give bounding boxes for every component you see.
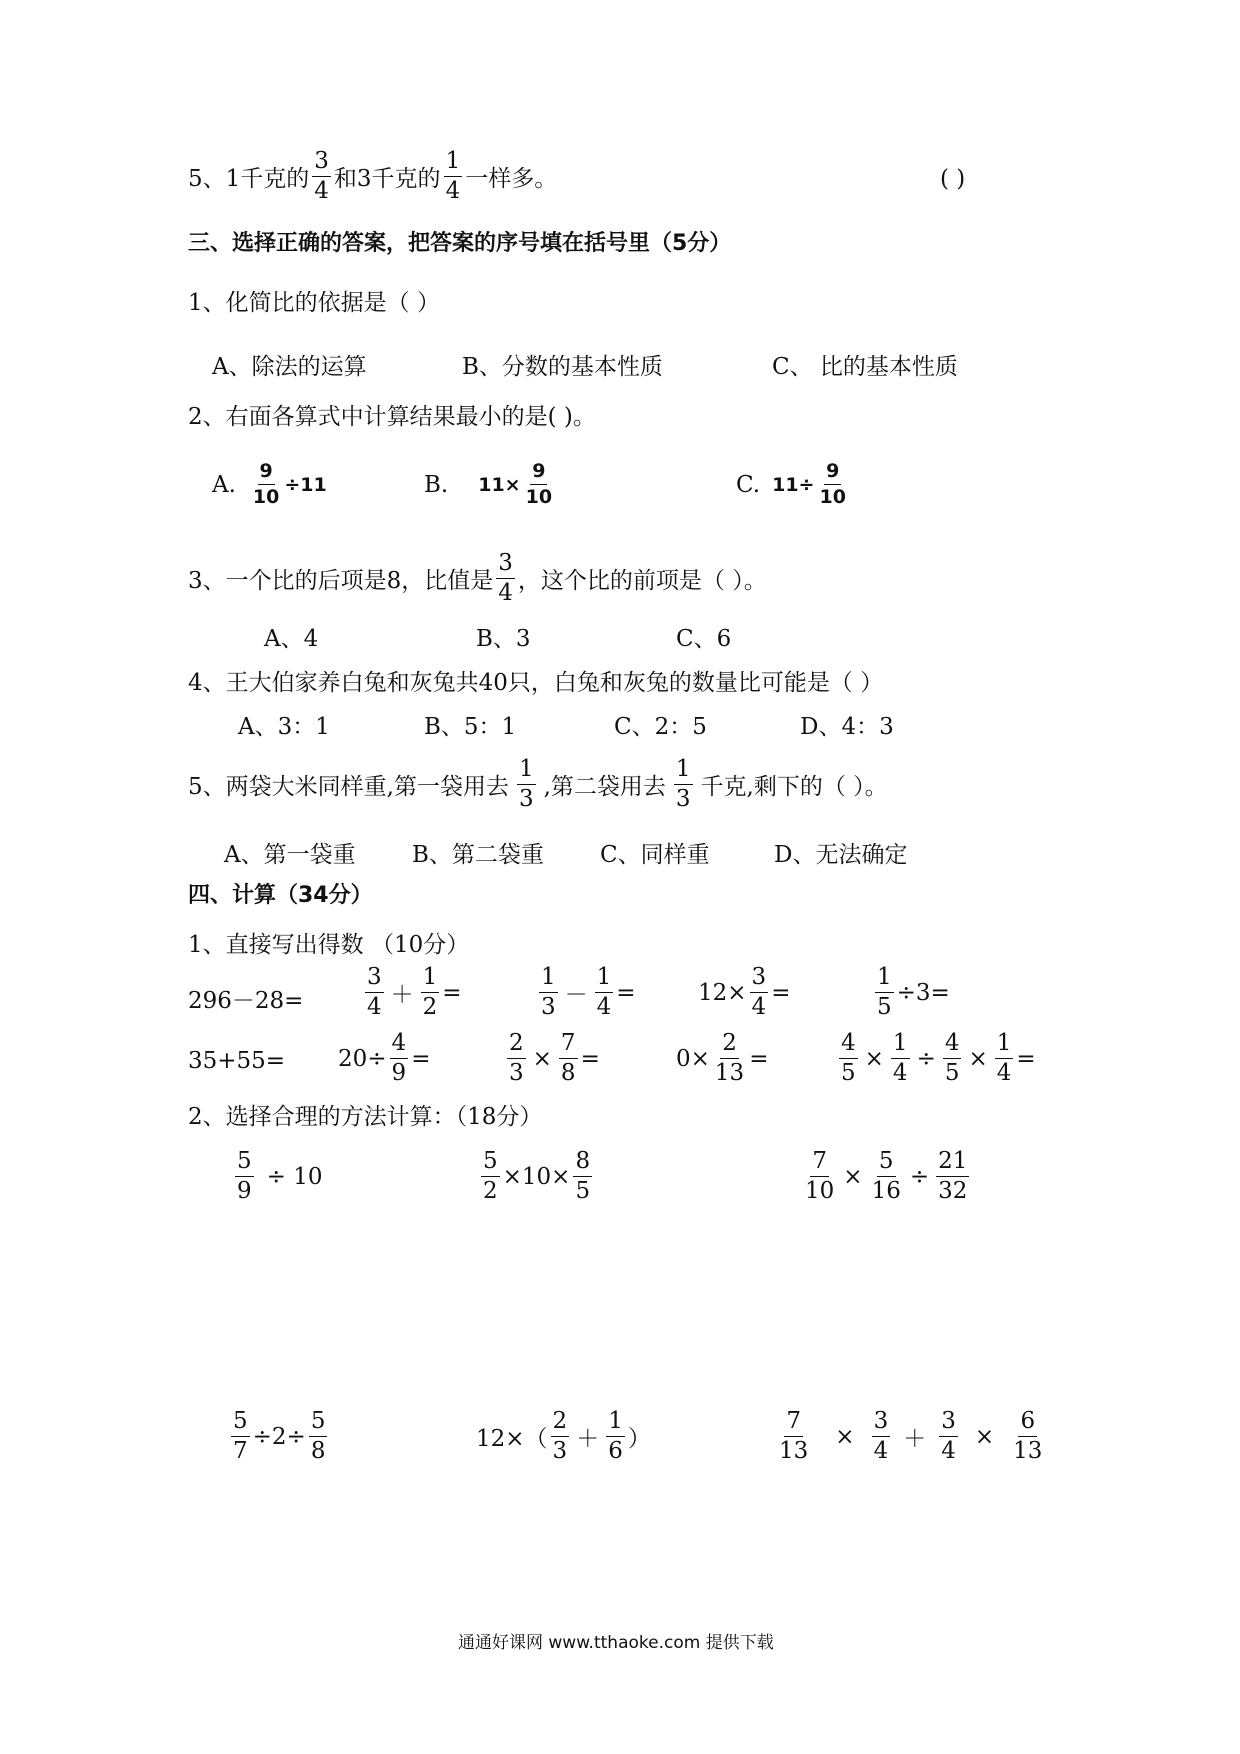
operator: × bbox=[843, 1163, 863, 1190]
fraction: $\frac{4}{9}$ bbox=[391, 1030, 407, 1086]
compute-item bbox=[774, 1410, 1047, 1463]
option-expr bbox=[478, 462, 557, 507]
fraction: $\frac{1}{3}$ bbox=[541, 964, 556, 1020]
compute-item bbox=[800, 1150, 972, 1203]
equals: = bbox=[616, 979, 636, 1006]
equals: = bbox=[771, 979, 791, 1006]
fraction: $\frac{9}{10}$ bbox=[525, 460, 553, 508]
s3q5-option-d: D、无法确定 bbox=[774, 842, 908, 868]
fraction: $\frac{3}{4}$ bbox=[367, 964, 382, 1020]
expr-text: ÷ 10 bbox=[266, 1163, 323, 1190]
operator: ＋ bbox=[903, 1426, 927, 1452]
s3q4-option-b: B、5：1 bbox=[424, 714, 517, 740]
q-text: 和3千克的 bbox=[333, 166, 441, 192]
s3q4-option-d: D、4：3 bbox=[800, 714, 894, 740]
operator: ÷ bbox=[916, 1045, 936, 1072]
expr-text: 11÷ bbox=[772, 473, 815, 496]
fraction: $\frac{4}{5}$ bbox=[944, 1030, 960, 1086]
fraction: $\frac{2}{3}$ bbox=[509, 1030, 524, 1086]
fraction: $\frac{1}{4}$ bbox=[445, 148, 461, 204]
operator: × bbox=[835, 1423, 855, 1450]
fraction: $\frac{5}{16}$ bbox=[871, 1148, 901, 1204]
calc-item bbox=[836, 1032, 1036, 1085]
answer-parentheses: ( ) bbox=[940, 166, 966, 192]
s3q1-option-c: C、 比的基本性质 bbox=[772, 354, 958, 380]
s3q3-option-b: B、3 bbox=[476, 626, 531, 652]
footer-credit: 通通好课网 www.tthaoke.com 提供下载 bbox=[458, 1633, 774, 1653]
operator: ÷ bbox=[909, 1163, 930, 1190]
fraction: $\frac{3}{4}$ bbox=[314, 148, 329, 204]
section-3-heading: 三、选择正确的答案，把答案的序号填在括号里（5分） bbox=[188, 231, 732, 256]
expr-text: ×10× bbox=[502, 1163, 571, 1190]
fraction: $\frac{9}{10}$ bbox=[252, 460, 280, 508]
fraction: $\frac{7}{8}$ bbox=[560, 1030, 576, 1086]
fraction: $\frac{21}{32}$ bbox=[938, 1148, 968, 1204]
s3q1-option-b: B、分数的基本性质 bbox=[462, 354, 663, 380]
fraction: $\frac{2}{13}$ bbox=[714, 1030, 745, 1086]
operator: － bbox=[564, 982, 588, 1008]
expr-text: ） bbox=[627, 1426, 651, 1452]
q-text: ,第二袋用去 bbox=[543, 774, 666, 800]
s3-question-1: 1、化简比的依据是（ ） bbox=[188, 290, 440, 316]
s4-question-2-title: 2、选择合理的方法计算：（18分） bbox=[188, 1104, 543, 1130]
fraction: $\frac{7}{10}$ bbox=[805, 1148, 835, 1204]
option-expr bbox=[772, 462, 851, 507]
q-text: 千克,剩下的（ ）。 bbox=[700, 774, 888, 800]
fraction: $\frac{5}{2}$ bbox=[483, 1148, 498, 1204]
calc-item bbox=[362, 966, 462, 1019]
s3-question-4: 4、王大伯家养白兔和灰兔共40只，白兔和灰兔的数量比可能是（ ） bbox=[188, 670, 884, 696]
expr-text: ÷3= bbox=[896, 979, 950, 1006]
expr-text: 20÷ bbox=[338, 1045, 387, 1072]
s3q4-option-c: C、2：5 bbox=[614, 714, 707, 740]
q-text: 一样多。 bbox=[465, 166, 558, 192]
q-text: 5、1千克的 bbox=[188, 166, 310, 192]
expr-text: 0× bbox=[676, 1045, 710, 1072]
s3q3-option-c: C、6 bbox=[676, 626, 732, 652]
calc-item bbox=[504, 1032, 600, 1085]
s4-question-1-title: 1、直接写出得数 （10分） bbox=[188, 932, 470, 958]
expr-text: 12× bbox=[698, 979, 747, 1006]
compute-item bbox=[232, 1150, 323, 1203]
fraction: $\frac{1}{6}$ bbox=[608, 1408, 623, 1464]
fraction: $\frac{6}{13}$ bbox=[1013, 1408, 1043, 1464]
operator: × bbox=[532, 1045, 552, 1072]
equals: = bbox=[749, 1045, 769, 1072]
option-label: B. bbox=[424, 471, 449, 498]
s3q5-option-a: A、第一袋重 bbox=[224, 842, 356, 868]
fraction: $\frac{2}{3}$ bbox=[552, 1408, 568, 1464]
equals: = bbox=[411, 1045, 431, 1072]
compute-item bbox=[228, 1410, 330, 1463]
s3-question-3 bbox=[188, 552, 767, 605]
option-expr bbox=[248, 462, 327, 507]
operator: × bbox=[968, 1045, 988, 1072]
fraction: $\frac{3}{4}$ bbox=[941, 1408, 956, 1464]
fraction: $\frac{1}{5}$ bbox=[877, 964, 892, 1020]
fraction: $\frac{1}{4}$ bbox=[892, 1030, 908, 1086]
fraction: $\frac{4}{5}$ bbox=[841, 1030, 856, 1086]
fraction: $\frac{1}{4}$ bbox=[996, 1030, 1012, 1086]
calc-item bbox=[338, 1032, 430, 1085]
calc-item bbox=[676, 1032, 768, 1085]
fraction: $\frac{1}{3}$ bbox=[518, 756, 534, 812]
fraction: $\frac{3}{4}$ bbox=[498, 550, 513, 606]
calc-item bbox=[872, 966, 950, 1019]
fraction: $\frac{3}{4}$ bbox=[751, 964, 767, 1020]
option-label: C. bbox=[736, 471, 761, 498]
s3q2-option-a bbox=[212, 462, 327, 507]
fraction: $\frac{1}{3}$ bbox=[675, 756, 691, 812]
q-text: 3、一个比的后项是8，比值是 bbox=[188, 568, 494, 594]
option-label: A. bbox=[212, 471, 236, 498]
s3q5-option-b: B、第二袋重 bbox=[412, 842, 544, 868]
calc-item bbox=[536, 966, 636, 1019]
q-text: 5、两袋大米同样重,第一袋用去 bbox=[188, 774, 509, 800]
s3q3-option-a: A、4 bbox=[264, 626, 319, 652]
fraction: $\frac{5}{8}$ bbox=[310, 1408, 326, 1464]
compute-item bbox=[478, 1150, 595, 1203]
equals: = bbox=[580, 1045, 600, 1072]
s3q2-option-b bbox=[424, 462, 557, 507]
calc-item: 35+55= bbox=[188, 1048, 286, 1074]
s3-question-2: 2、右面各算式中计算结果最小的是( )。 bbox=[188, 404, 596, 430]
fraction: $\frac{9}{10}$ bbox=[819, 460, 846, 508]
expr-text: 12×（ bbox=[476, 1426, 548, 1452]
expr-text: 11× bbox=[478, 473, 521, 496]
expr-text: ÷2÷ bbox=[252, 1423, 306, 1450]
calc-item: 296－28= bbox=[188, 988, 304, 1014]
s3-question-5 bbox=[188, 758, 888, 811]
fraction: $\frac{3}{4}$ bbox=[873, 1408, 889, 1464]
fraction: $\frac{1}{4}$ bbox=[596, 964, 612, 1020]
section-4-heading: 四、计算（34分） bbox=[188, 883, 373, 908]
compute-item bbox=[476, 1410, 651, 1463]
s3q2-option-c bbox=[736, 462, 851, 507]
operator: × bbox=[864, 1045, 884, 1072]
operator: × bbox=[974, 1423, 995, 1450]
expr-text: ÷11 bbox=[284, 473, 327, 496]
q-text: ，这个比的前项是（ ）。 bbox=[517, 568, 767, 594]
s3q1-option-a: A、除法的运算 bbox=[212, 354, 367, 380]
calc-item bbox=[698, 966, 790, 1019]
equals: = bbox=[442, 979, 462, 1006]
fraction: $\frac{5}{9}$ bbox=[237, 1148, 252, 1204]
operator: ＋ bbox=[576, 1426, 600, 1452]
fraction: $\frac{7}{13}$ bbox=[779, 1408, 809, 1464]
operator: ＋ bbox=[390, 982, 414, 1008]
fraction: $\frac{1}{2}$ bbox=[422, 964, 438, 1020]
equals: = bbox=[1016, 1045, 1036, 1072]
fraction: $\frac{5}{7}$ bbox=[233, 1408, 248, 1464]
s3q5-option-c: C、同样重 bbox=[600, 842, 710, 868]
fraction: $\frac{8}{5}$ bbox=[575, 1148, 591, 1204]
s3q4-option-a: A、3：1 bbox=[238, 714, 330, 740]
true-false-question-5 bbox=[188, 150, 557, 203]
